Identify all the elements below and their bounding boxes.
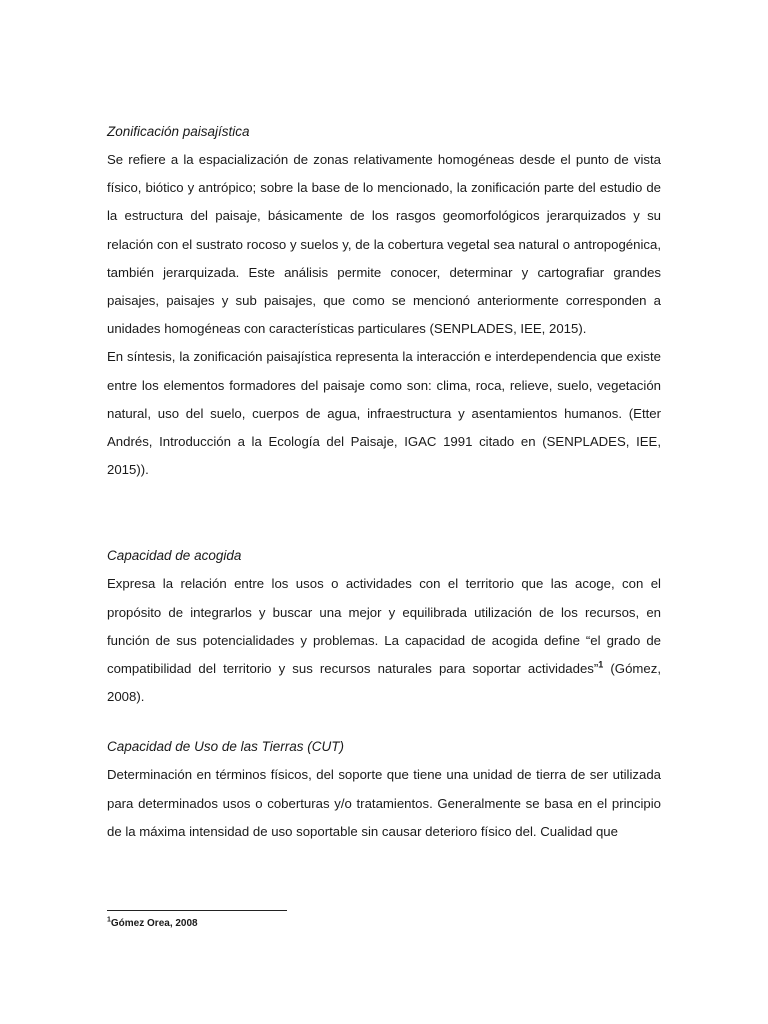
paragraph: En síntesis, la zonificación paisajística representa la interacción e interdependencia que existe entre los elementos formadores del paisaje como son: clima, roca, relieve, suelo, vegetación natural, uso del suelo, cuerpos de agua, infraestructura y asentamientos humanos. (Etter Andrés, Introducción a la Ecología del Paisaje, IGAC 1991 citado en (SENPLADES, IEE, 2015)). (107, 349, 661, 478)
section-heading: Capacidad de acogida (107, 548, 242, 564)
paragraph-text: Expresa la relación entre los usos o actividades con el territorio que las acoge, con el propósito de integrarlos y buscar una mejor y equilibrada utilización de los recursos, en función de sus potencialidades y problemas. La capacidad de acogida define “el grado de compatibilidad del territorio y sus recursos naturales para soportar actividades” (107, 576, 661, 677)
footnote-divider (107, 910, 287, 911)
footnote-text: Gómez Orea, 2008 (110, 918, 198, 929)
paragraph-text-end: (Gómez, 2008). (107, 661, 661, 705)
paragraph (107, 570, 661, 711)
paragraph: Se refiere a la espacialización de zonas relativamente homogéneas desde el punto de vista físico, biótico y antrópico; sobre la base de lo mencionado, la zonificación parte del estudio de la estructura del paisaje, básicamente de los rasgos geomorfológicos jerarquizados y su relación con el sustrato rocoso y suelos y, de la cobertura vegetal sea natural o antropogénica, también jerarquizada. Este análisis permite conocer, determinar y cartografiar grandes paisajes, paisajes y sub paisajes, que como se mencionó anteriormente corresponden a unidades homogéneas con características particulares (SENPLADES, IEE, 2015). (107, 152, 661, 337)
document-page (107, 118, 661, 846)
section-zonificacion (107, 118, 661, 484)
footnote (107, 918, 198, 929)
footnote-reference[interactable]: 1 (598, 659, 604, 670)
section-capacidad-uso-tierras (107, 733, 661, 846)
paragraph: Determinación en términos físicos, del soporte que tiene una unidad de tierra de ser utilizada para determinados usos o coberturas y/o tratamientos. Generalmente se basa en el principio de la máxima intensidad de uso soportable sin causar deterioro físico del. Cualidad que (107, 767, 661, 839)
section-heading: Capacidad de Uso de las Tierras (CUT) (107, 739, 344, 755)
section-capacidad-acogida (107, 542, 661, 711)
section-heading: Zonificación paisajística (107, 124, 250, 139)
footnote-number: 1 (107, 916, 111, 924)
